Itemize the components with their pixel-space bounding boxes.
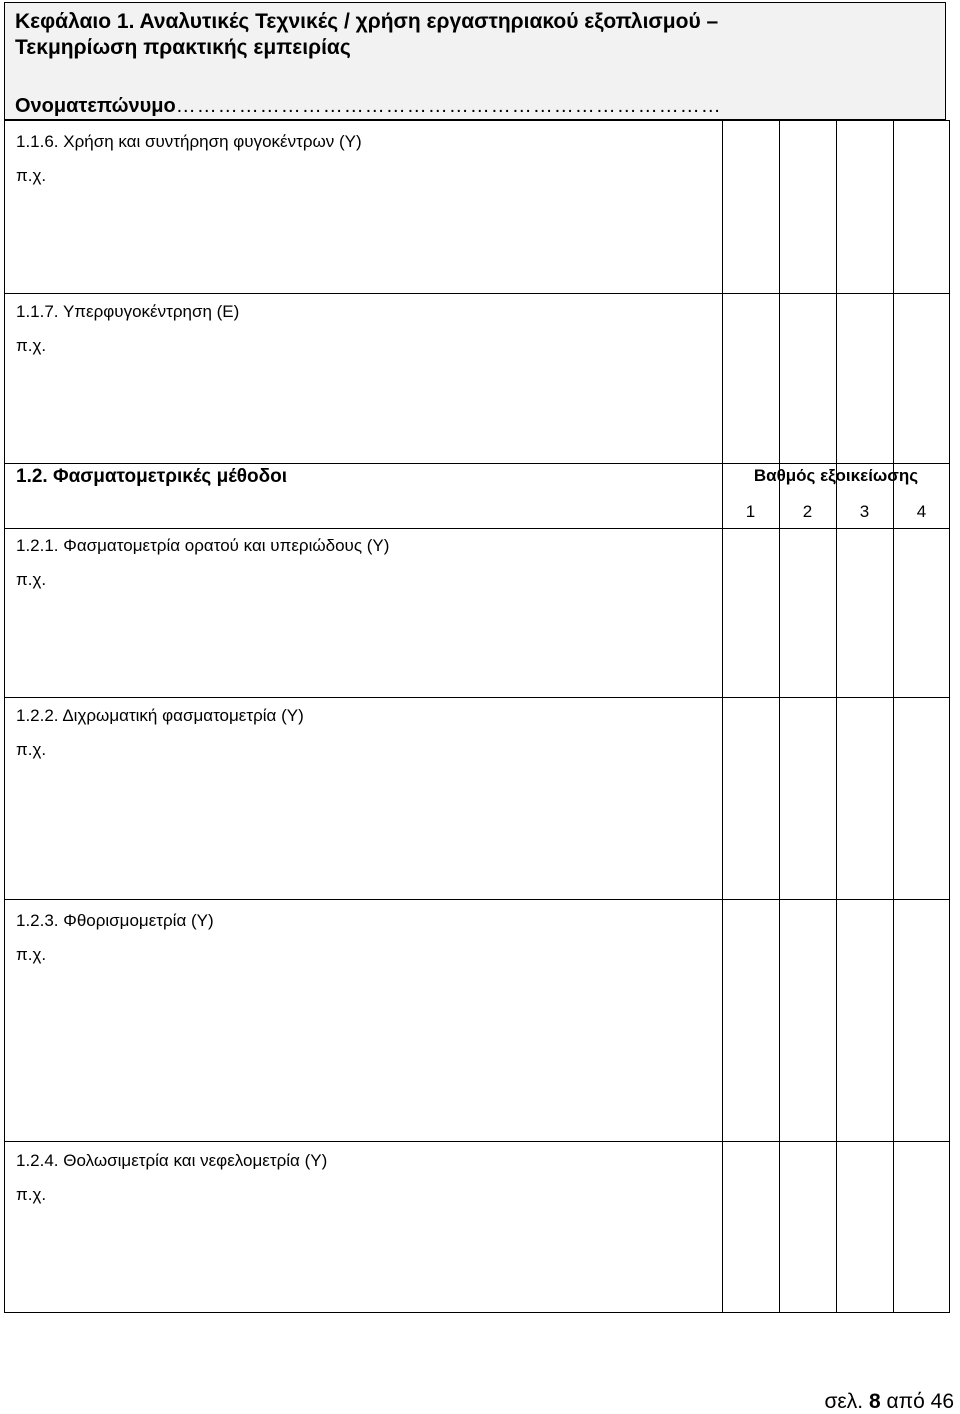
scale-level: 4 bbox=[916, 502, 927, 521]
chapter-title bbox=[15, 9, 718, 61]
name-dots: …………………………………………………………………… bbox=[175, 95, 722, 117]
scale-level: 3 bbox=[859, 502, 870, 521]
page-of: από bbox=[886, 1390, 925, 1413]
scale-title: Βαθμός εξοικείωσης bbox=[753, 466, 919, 485]
column-divider bbox=[836, 120, 837, 1313]
row-example: π.χ. bbox=[16, 570, 47, 589]
row-example: π.χ. bbox=[16, 336, 47, 355]
row-divider bbox=[4, 899, 950, 900]
current-page: 8 bbox=[868, 1390, 881, 1413]
row-divider bbox=[4, 528, 950, 529]
row-divider bbox=[4, 293, 950, 294]
row-divider bbox=[4, 463, 950, 464]
chapter-header bbox=[4, 2, 946, 120]
row-label: 1.2.3. Φθορισμομετρία (Υ) bbox=[16, 911, 214, 930]
scale-level: 1 bbox=[745, 502, 756, 521]
page-number bbox=[824, 1390, 954, 1414]
row-label: 1.1.7. Υπερφυγοκέντρηση (Ε) bbox=[16, 302, 240, 321]
row-divider bbox=[4, 1141, 950, 1142]
name-label: Ονοματεπώνυμο bbox=[15, 95, 176, 117]
column-divider bbox=[893, 120, 894, 1313]
section-title: 1.2. Φασματομετρικές μέθοδοι bbox=[16, 466, 288, 487]
name-field[interactable] bbox=[15, 95, 722, 118]
row-example: π.χ. bbox=[16, 1185, 47, 1204]
total-pages: 46 bbox=[930, 1390, 954, 1413]
page-prefix: σελ. bbox=[824, 1390, 864, 1413]
chapter-title-line1: Κεφάλαιο 1. Αναλυτικές Τεχνικές / χρήση εργαστηριακού εξοπλισμού – bbox=[15, 10, 719, 33]
scale-level: 2 bbox=[802, 502, 813, 521]
row-example: π.χ. bbox=[16, 945, 47, 964]
row-example: π.χ. bbox=[16, 740, 47, 759]
row-label: 1.1.6. Χρήση και συντήρηση φυγοκέντρων (Υ) bbox=[16, 132, 362, 151]
row-label: 1.2.4. Θολωσιμετρία και νεφελομετρία (Υ) bbox=[16, 1151, 328, 1170]
row-label: 1.2.1. Φασματομετρία ορατού και υπεριώδους (Υ) bbox=[16, 536, 390, 555]
row-example: π.χ. bbox=[16, 166, 47, 185]
chapter-title-line2: Τεκμηρίωση πρακτικής εμπειρίας bbox=[15, 36, 351, 59]
row-divider bbox=[4, 697, 950, 698]
column-divider bbox=[722, 120, 723, 1313]
column-divider bbox=[779, 120, 780, 1313]
row-label: 1.2.2. Διχρωματική φασματομετρία (Υ) bbox=[16, 706, 304, 725]
